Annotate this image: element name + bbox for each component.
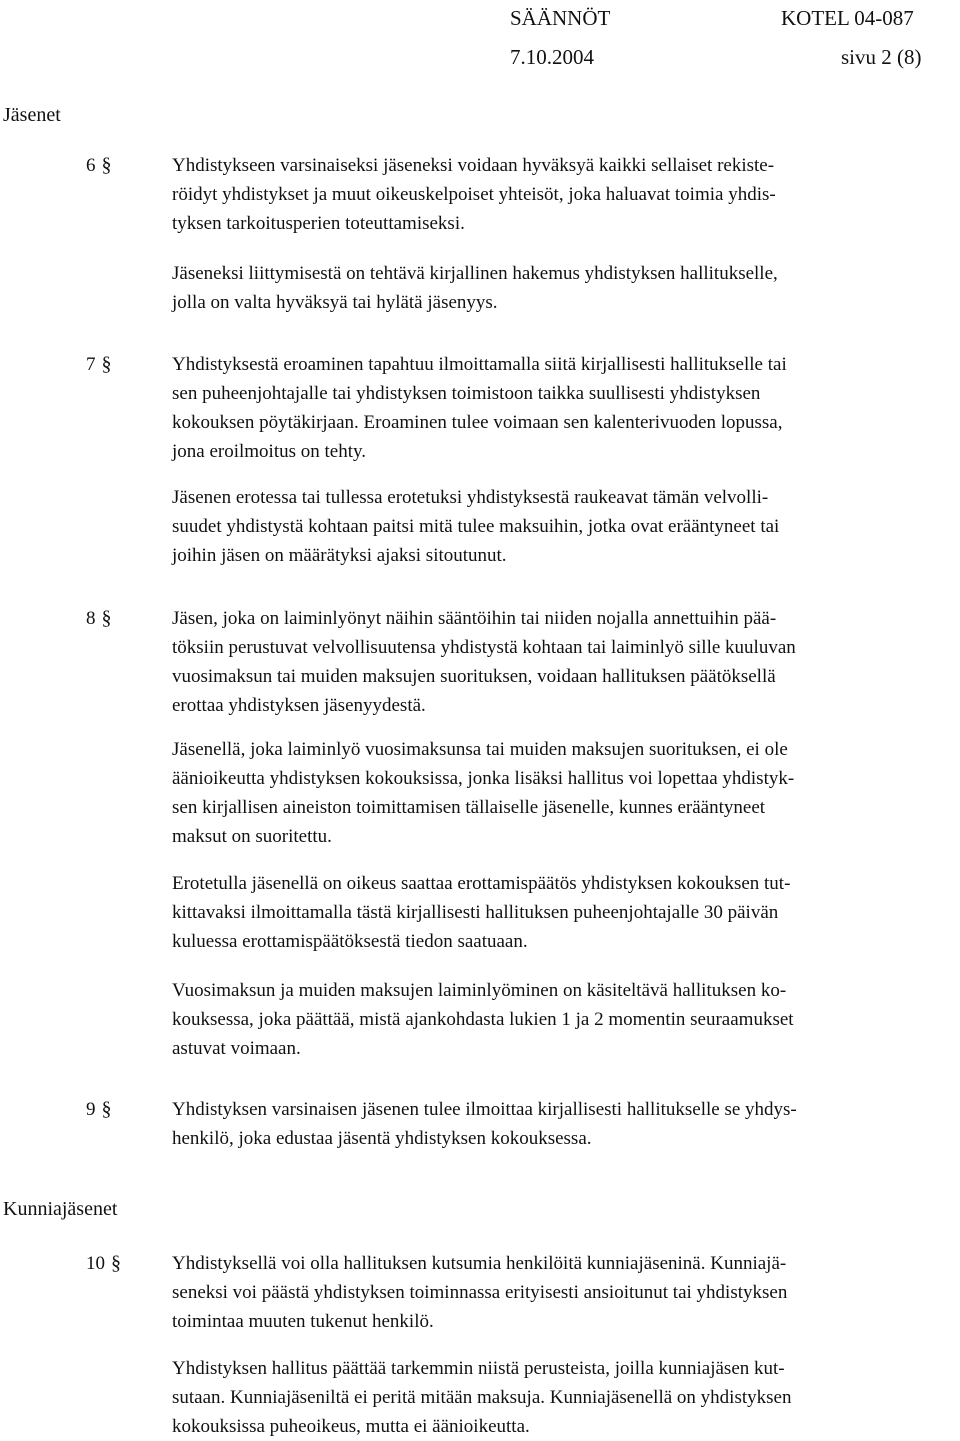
text-line: Vuosimaksun ja muiden maksujen laiminlyöminen on käsiteltävä hallituksen ko- <box>172 980 787 1001</box>
section-symbol: § <box>101 154 112 176</box>
text-line: erottaa yhdistyksen jäsenyydestä. <box>172 695 426 716</box>
text-line: vuosimaksun tai muiden maksujen suorituksen, voidaan hallituksen päätöksellä <box>172 666 776 687</box>
heading-honorary-members: Kunniajäsenet <box>3 1198 118 1220</box>
text-line: töksiin perustuvat velvollisuutensa yhdistystä kohtaan tai laiminlyö sille kuuluvan <box>172 637 796 658</box>
text-line: Jäsenellä, joka laiminlyö vuosimaksunsa tai muiden maksujen suorituksen, ei ole <box>172 739 788 760</box>
text-line: sutaan. Kunniajäseniltä ei peritä mitään maksuja. Kunniajäsenellä on yhdistyksen <box>172 1387 792 1408</box>
section-symbol: § <box>101 1098 112 1120</box>
document-title: SÄÄNNÖT <box>510 6 611 30</box>
text-line: Yhdistykseen varsinaiseksi jäseneksi voidaan hyväksyä kaikki sellaiset rekiste- <box>172 155 775 176</box>
document-date: 7.10.2004 <box>510 45 594 69</box>
section-8-paragraph-1 <box>172 604 957 720</box>
page-number: sivu 2 (8) <box>841 45 922 69</box>
section-number-8: 8 § <box>86 607 112 629</box>
text-line: astuvat voimaan. <box>172 1038 301 1059</box>
section-number-9: 9 § <box>86 1098 112 1120</box>
section-10-paragraph-2 <box>172 1354 957 1441</box>
text-line: jolla on valta hyväksyä tai hylätä jäsenyys. <box>172 292 498 313</box>
text-line: henkilö, joka edustaa jäsentä yhdistyksen kokouksessa. <box>172 1128 592 1149</box>
text-line: Erotetulla jäsenellä on oikeus saattaa erottamispäätös yhdistyksen kokouksen tut- <box>172 873 791 894</box>
text-line: kouksessa, joka päättää, mistä ajankohdasta lukien 1 ja 2 momentin seuraamukset <box>172 1009 794 1030</box>
text-line: Yhdistyksestä eroaminen tapahtuu ilmoittamalla siitä kirjallisesti hallitukselle tai <box>172 354 787 375</box>
text-line: seneksi voi päästä yhdistyksen toiminnassa erityisesti ansioitunut tai yhdistyksen <box>172 1282 788 1303</box>
document-code: KOTEL 04-087 <box>781 6 914 30</box>
section-6-paragraph-2 <box>172 259 957 317</box>
text-line: joihin jäsen on määrätyksi ajaksi sitoutunut. <box>172 545 507 566</box>
section-7-paragraph-1 <box>172 350 957 466</box>
section-number-10: 10 § <box>86 1252 121 1274</box>
text-line: sen puheenjohtajalle tai yhdistyksen toimistoon taikka suullisesti yhdistyksen <box>172 383 761 404</box>
section-8-paragraph-2 <box>172 735 957 851</box>
text-line: äänioikeutta yhdistyksen kokouksissa, jonka lisäksi hallitus voi lopettaa yhdistyk- <box>172 768 795 789</box>
text-line: Yhdistyksellä voi olla hallituksen kutsumia henkilöitä kunniajäseninä. Kunniajä- <box>172 1253 787 1274</box>
section-10-paragraph-1 <box>172 1249 957 1336</box>
text-line: toimintaa muuten tukenut henkilö. <box>172 1311 434 1332</box>
section-symbol: § <box>101 353 112 375</box>
text-line: röidyt yhdistykset ja muut oikeuskelpoiset yhteisöt, joka haluavat toimia yhdis- <box>172 184 776 205</box>
section-symbol: § <box>111 1252 121 1274</box>
heading-members: Jäsenet <box>3 104 61 126</box>
section-number-7: 7 § <box>86 353 112 375</box>
text-line: sen kirjallisen aineiston toimittamisen tällaiselle jäsenelle, kunnes erääntyneet <box>172 797 766 818</box>
text-line: tyksen tarkoitusperien toteuttamiseksi. <box>172 213 465 234</box>
section-symbol: § <box>101 607 112 629</box>
text-line: jona eroilmoitus on tehty. <box>172 441 367 462</box>
text-line: kittavaksi ilmoittamalla tästä kirjallisesti hallituksen puheenjohtajalle 30 päivän <box>172 902 779 923</box>
section-number-6: 6 § <box>86 154 112 176</box>
text-line: Yhdistyksen varsinaisen jäsenen tulee ilmoittaa kirjallisesti hallitukselle se yhdys- <box>172 1099 797 1120</box>
text-line: suudet yhdistystä kohtaan paitsi mitä tulee maksuihin, jotka ovat erääntyneet tai <box>172 516 780 537</box>
section-8-paragraph-4 <box>172 976 957 1063</box>
text-line: Yhdistyksen hallitus päättää tarkemmin niistä perusteista, joilla kunniajäsen kut- <box>172 1358 785 1379</box>
text-line: kuluessa erottamispäätöksestä tiedon saatuaan. <box>172 931 528 952</box>
text-line: kokouksissa puheoikeus, mutta ei äänioikeutta. <box>172 1416 530 1437</box>
section-6-paragraph-1 <box>172 151 957 238</box>
section-8-paragraph-3 <box>172 869 957 956</box>
text-line: Jäsenen erotessa tai tullessa erotetuksi yhdistyksestä raukeavat tämän velvolli- <box>172 487 769 508</box>
text-line: kokouksen pöytäkirjaan. Eroaminen tulee voimaan sen kalenterivuoden lopussa, <box>172 412 783 433</box>
text-line: maksut on suoritettu. <box>172 826 332 847</box>
text-line: Jäsen, joka on laiminlyönyt näihin sääntöihin tai niiden nojalla annettuihin pää- <box>172 608 777 629</box>
text-line: Jäseneksi liittymisestä on tehtävä kirjallinen hakemus yhdistyksen hallitukselle, <box>172 263 778 284</box>
section-7-paragraph-2 <box>172 483 957 570</box>
section-9-paragraph-1 <box>172 1095 957 1153</box>
